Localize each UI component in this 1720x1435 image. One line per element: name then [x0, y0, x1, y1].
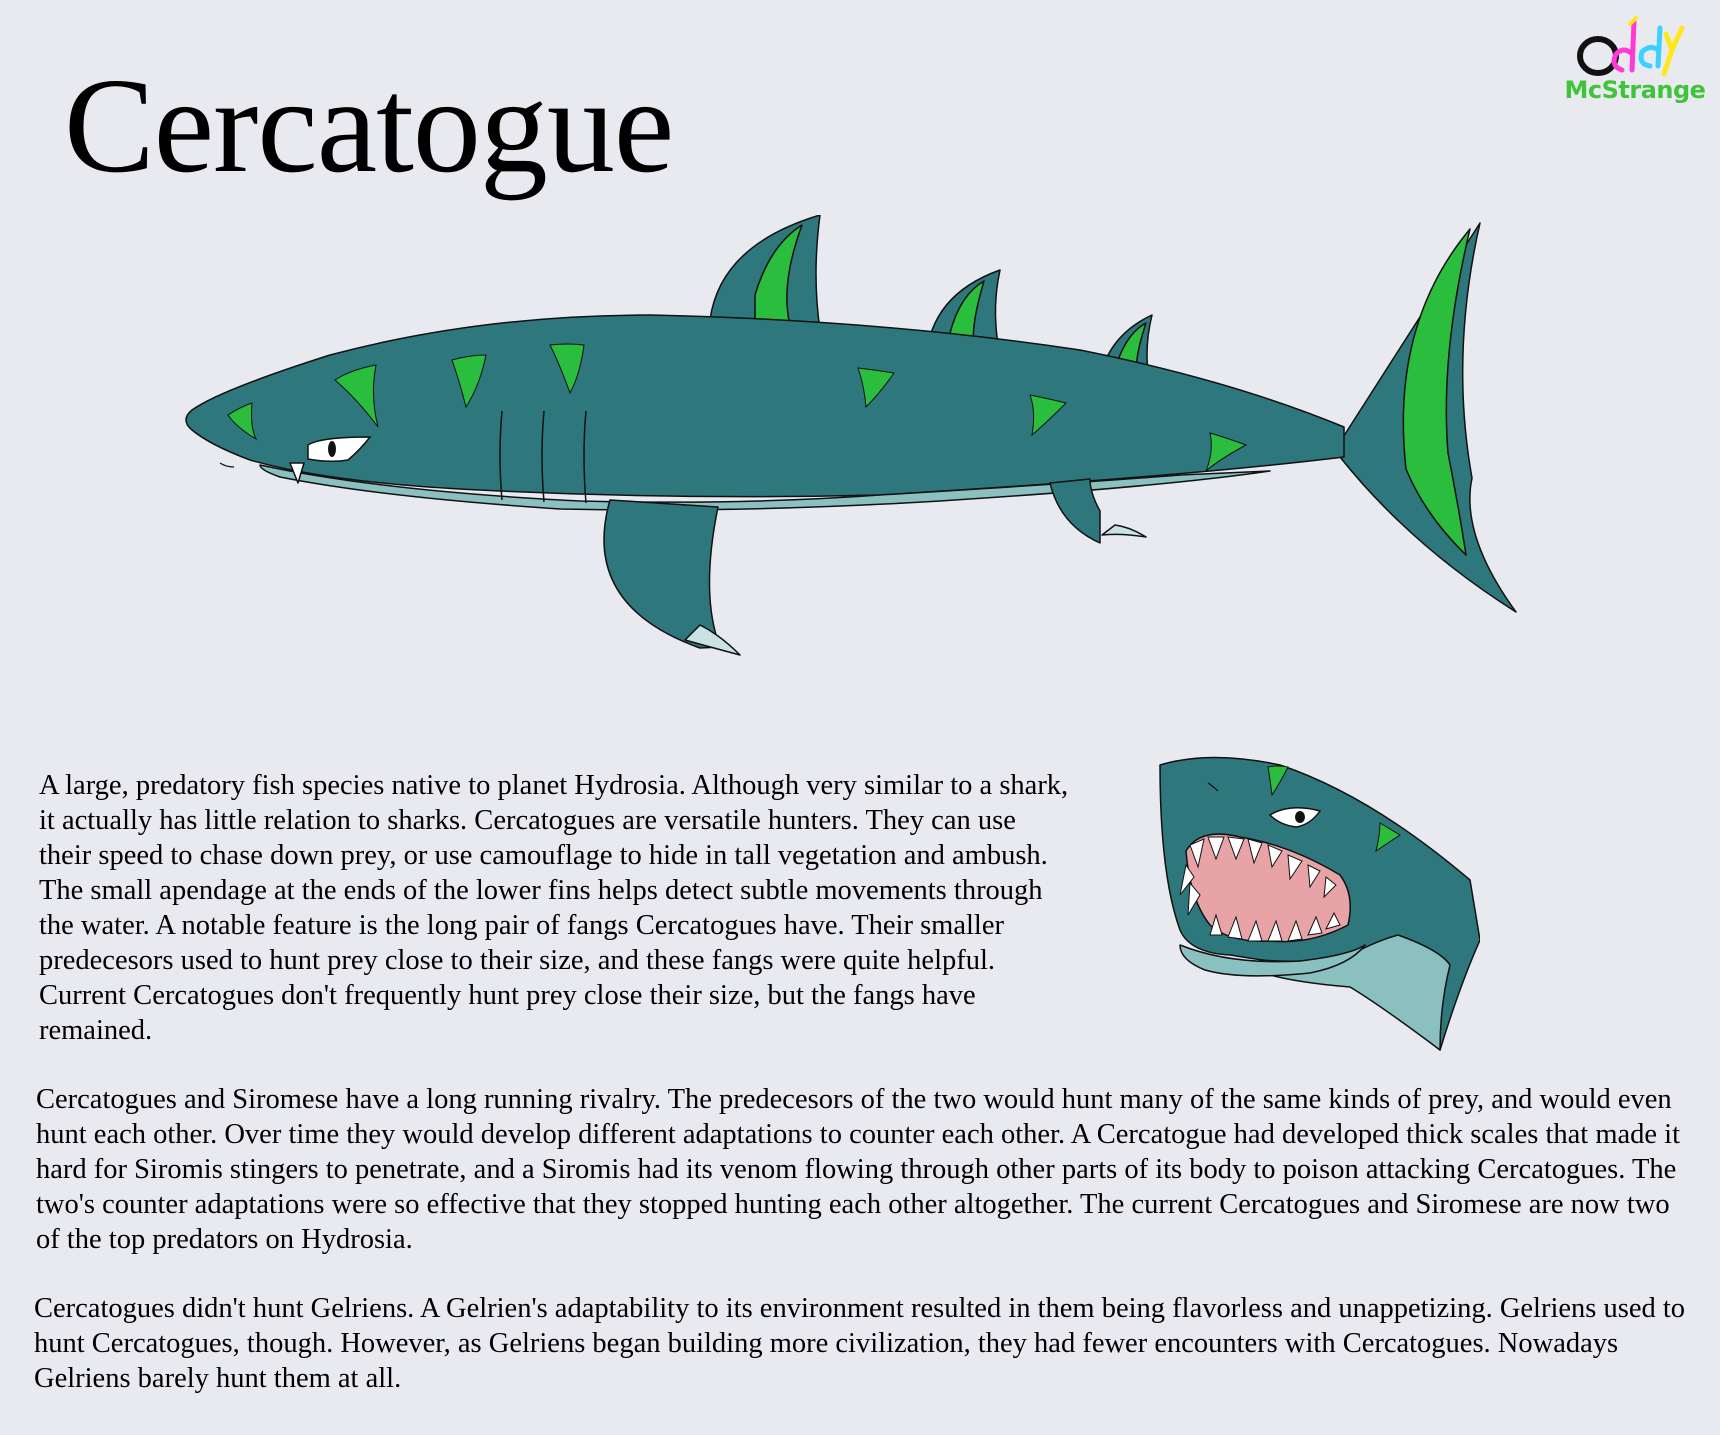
rivalry-paragraph: Cercatogues and Siromese have a long running rivalry. The predecesors of the two would hunt many of the same kinds of prey, and would even hunt each other. Over time they would develop different adaptations to counter each other. A Cercatogue had developed thick scales that made it hard for Siromis stingers to penetrate, and a Siromis had its venom flowing through other parts of its body to poison attacking Cercatogues. The two's counter adaptations were so effective that they stopped hunting each other altogether. The current Cercatogues and Siromese are now two of the top predators on Hydrosia.	[36, 1084, 1681, 1255]
page-title: Cercatogue	[64, 51, 674, 201]
shark-side-view-illustration	[180, 215, 1540, 720]
description-paragraph: A large, predatory fish species native to planet Hydrosia. Although very similar to a shark, it actually has little relation to sharks. Cercatogues are versatile hunters. They can use their speed to chase down prey, or use camouflage to hide in tall vegetation and ambush. The small apendage at the ends of the lower fins helps detect subtle movements through the water. A notable feature is the long pair of fangs Cercatogues have. Their smaller predecesors used to hunt prey close to their size, and these fangs were quite helpful. Current Cercatogues don't frequently hunt prey close their size, but the fangs have remained.	[39, 770, 1069, 1046]
oddy-logo-icon	[1560, 14, 1710, 84]
logo-wordmark: McStrange	[1564, 76, 1706, 104]
gelriens-paragraph: Cercatogues didn't hunt Gelriens. A Gelrien's adaptability to its environment resulted in them being flavorless and unappetizing. Gelriens used to hunt Cercatogues, though. However, as Gelriens began building more civilization, they had fewer encounters with Cercatogues. Nowadays Gelriens barely hunt them at all.	[34, 1293, 1686, 1394]
logo	[1560, 14, 1710, 114]
shark-head-open-mouth-illustration	[1150, 755, 1480, 1055]
